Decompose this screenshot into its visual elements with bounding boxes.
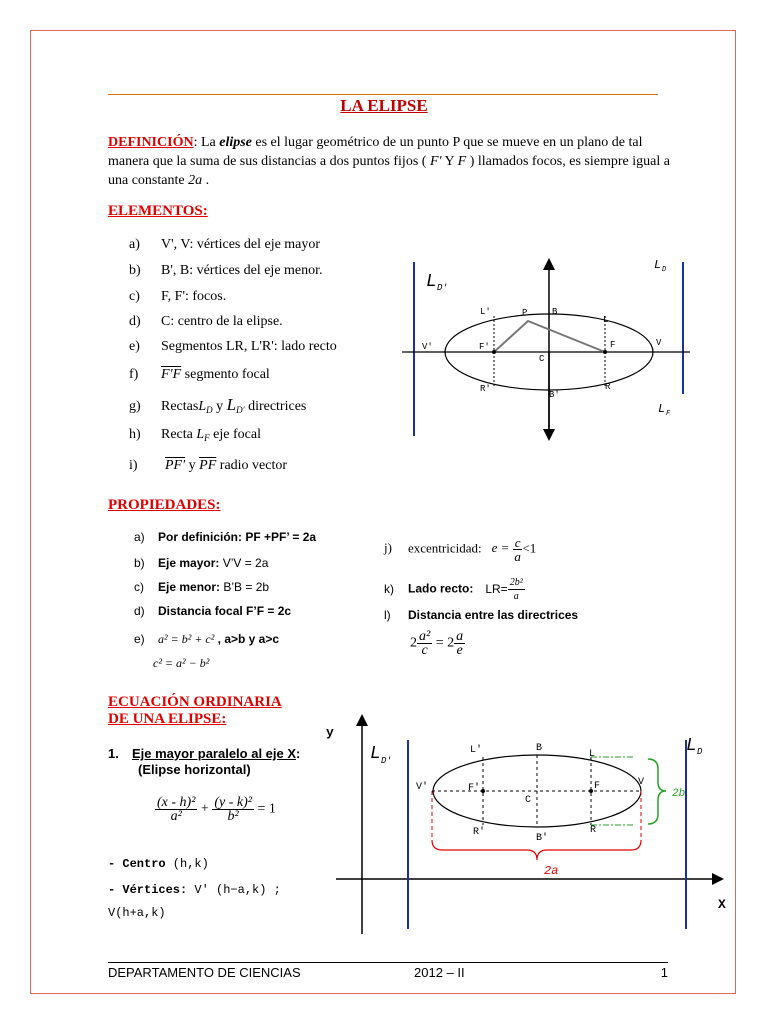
definition-heading: DEFINICIÓN <box>108 135 194 150</box>
element-item-c: c) F, F': focos. <box>129 289 227 304</box>
svg-text:C: C <box>525 795 532 806</box>
svg-text:L: L <box>658 402 666 416</box>
svg-text:D′: D′ <box>437 283 448 293</box>
svg-text:L: L <box>589 749 596 760</box>
header-rule <box>108 94 658 95</box>
page-footer <box>108 962 668 980</box>
ellipse-elements-diagram <box>400 250 700 445</box>
svg-text:F': F' <box>479 342 490 352</box>
svg-text:P: P <box>522 308 528 318</box>
center-line: - Centro (h,k) <box>108 857 209 871</box>
svg-text:R': R' <box>473 827 486 838</box>
svg-text:R': R' <box>480 384 491 394</box>
svg-text:F: F <box>610 340 616 350</box>
equation-item-subtitle: (Elipse horizontal) <box>138 762 251 777</box>
svg-text:V': V' <box>422 342 433 352</box>
svg-text:L: L <box>426 272 437 292</box>
equation-item-1: 1. Eje mayor paralelo al eje X: <box>108 746 301 761</box>
properties-heading: PROPIEDADES: <box>108 497 221 513</box>
definition-paragraph: DEFINICIÓN: La elipse es el lugar geométrico de un punto P que se mueve en un plano de tal manera que la suma de sus distancias a dos puntos fijos ( F′ Y F ) llamados focos, es siempre igual a una constante 2a . <box>108 135 670 188</box>
svg-text:L: L <box>370 744 381 764</box>
minor-axis-brace <box>648 759 666 824</box>
element-item-d: d) C: centro de la elipse. <box>129 314 283 329</box>
footer-department: DEPARTAMENTO DE CIENCIAS <box>108 965 301 980</box>
equation-heading: ECUACIÓN ORDINARIA DE UNA ELIPSE: <box>108 694 282 727</box>
svg-text:X: X <box>718 897 726 912</box>
svg-text:B: B <box>552 307 558 317</box>
svg-text:B: B <box>536 743 543 754</box>
svg-text:R: R <box>590 825 597 836</box>
svg-text:R: R <box>605 382 611 392</box>
svg-text:D′: D′ <box>381 756 392 766</box>
property-e-relation: c² = a² − b² <box>153 656 210 670</box>
svg-text:2a: 2a <box>544 864 559 878</box>
property-j: j) excentricidad: e = $\frac{c}{a}$ <1 <box>384 535 537 564</box>
element-item-f: f) F′F segmento focal <box>129 367 270 382</box>
svg-text:F: F <box>594 781 601 792</box>
svg-text:V: V <box>656 338 662 348</box>
ellipse-equation: $\frac{\text{(x - h)²}}{\text{a²}}$ + $\frac{\text{(y - k)²}}{\text{b²}}$ = 1 <box>157 795 276 824</box>
element-item-g: g) RectasL$_D$ y $L_{D'}$ directrices <box>129 395 307 415</box>
svg-text:L: L <box>603 315 609 325</box>
property-c: c) Eje menor: B’B = 2b <box>134 580 270 594</box>
svg-text:D: D <box>662 266 667 274</box>
element-item-b: b) B', B: vértices del eje menor. <box>129 263 323 278</box>
svg-text:C: C <box>539 354 545 364</box>
property-e: e) a² = b² + c² , a>b y a>c <box>134 632 280 646</box>
svg-text:F': F' <box>468 783 481 794</box>
property-l: l) Distancia entre las directrices <box>384 608 579 622</box>
svg-text:B': B' <box>549 390 560 400</box>
svg-text:L: L <box>686 736 697 756</box>
elements-heading: ELEMENTOS: <box>108 203 208 219</box>
property-a: a) Por definición: PF +PF’ = 2a <box>134 530 317 544</box>
svg-text:V: V <box>638 777 645 788</box>
svg-text:L': L' <box>470 745 483 756</box>
svg-text:2b: 2b <box>672 788 686 800</box>
vertices-line-2: V(h+a,k) <box>108 906 166 920</box>
element-item-h: h) Recta $L_F$ eje focal <box>129 427 261 443</box>
svg-text:L': L' <box>480 307 491 317</box>
svg-text:F: F <box>666 410 671 418</box>
vertices-line: - Vértices: V' (h−a,k) ; <box>108 883 281 897</box>
property-b: b) Eje mayor: V’V = 2a <box>134 556 269 570</box>
svg-text:L: L <box>654 258 662 272</box>
property-k: k) Lado recto: LR= $\frac{\text{2b²}}{a}$ <box>384 577 523 602</box>
element-item-i: i) PF′ y $\overline{PF}$ radio vector <box>129 458 288 473</box>
element-item-a: a) V', V: vértices del eje mayor <box>129 237 321 252</box>
property-d: d) Distancia focal F’F = 2c <box>134 604 292 618</box>
page-title: LA ELIPSE <box>340 96 428 115</box>
horizontal-ellipse-diagram <box>318 714 748 944</box>
svg-text:y: y <box>326 725 334 740</box>
property-l-formula: 2 $\frac{\text{a²}}{c}$ = 2 $\frac{a}{e}$ <box>410 629 464 658</box>
svg-text:B': B' <box>536 833 549 844</box>
footer-page-number: 1 <box>660 965 668 980</box>
footer-term: 2012 – II <box>414 965 465 980</box>
element-item-e: e) Segmentos LR, L'R': lado recto <box>129 339 337 354</box>
svg-text:D: D <box>697 747 703 757</box>
svg-text:V': V' <box>416 782 429 793</box>
